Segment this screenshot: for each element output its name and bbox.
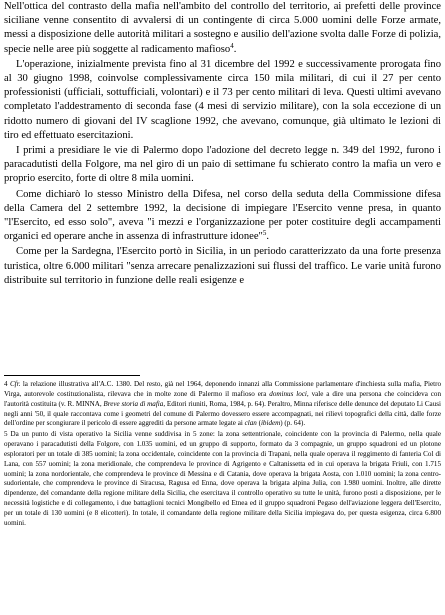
paragraph-4 — [4, 188, 441, 245]
paragraph-3: I primi a presidiare le vie di Palermo dopo l'adozione del decreto legge n. 349 del 1992, furono i paracadutisti della Folgore, ma nel giro di un paio di settimane fu schierato contro la mafia un vero e proprio esercito, forte di oltre 8 mila uomini. — [4, 145, 441, 185]
paragraph-1-text: Nell'ottica del contrasto della mafia nell'ambito del controllo del territorio, ai prefetti delle province siciliane venne consentito di avvalersi di un contingente di circa 5.000 uomini delle Forze armate, messi a disposizione delle autorità militari a sostegno e ausilio dell'azione svolta dalle Forze di polizia, specie nelle aree più soggette al radicamento mafioso — [4, 1, 441, 55]
footnote-4-cfr: Cfr. — [9, 380, 21, 388]
footnote-ref-5: 5 — [262, 229, 267, 238]
footnotes — [4, 380, 441, 529]
paragraph-2: L'operazione, inizialmente prevista fino al 31 dicembre del 1992 e successivamente prorogata fino al 30 giugno 1998, coinvolse complessivamente circa 150 mila militari, di cui il 27 per cento professionisti (ufficiali, sottufficiali, volontari) e il 73 per cento militari di leva. Questi ultimi avevano completato l'addestramento di seconda fase (4 mesi di servizio militare), con la sola eccezione di un ridotto numero di giovani del IV scaglione 1992, che avevano, comunque, già ultimato le lezioni di tiro ed effettuato esercitazioni. — [4, 58, 441, 141]
footnote-4-text-e: ) (p. 64). — [280, 419, 306, 428]
footnote-5-text: Da un punto di vista operativo la Sicilia venne suddivisa in 5 zone: la zona settentrionale, coincidente con la provincia di Palermo, nella quale operavano i paracadutisti della Folgore, con 1.035 uomini, ed un gruppo di supporto, formato da 3 compagnie, un gruppo squadroni ed un plotone esploratori per un totale di 385 uomini; la zona occidentale, coincidente con la provincia di Trapani, nella quale operava il reggimento di fanteria Col di Lana, con 557 uomini; la zona meridionale, che comprendeva le province di Agrigento e Caltanissetta ed in cui operava la brigata Friuli, con 1.715 uomini; la zona nordorientale, che comprendeva le province di Messina e di Catania, dove operava la brigata Aosta, con 1.010 uomini; la zona centro-sudorientale, che comprendeva le province di Siracusa, Ragusa ed Enna, dove operava la brigata alpina Julia, con 1.980 uomini. Inoltre, alle dirette dipendenze, del comandante della regione militare della Sicilia, che esercitava il controllo operativo su tutte le unità, furono posti a disposizione, per le necessità logistiche e di collegamento, i due battaglioni tecnici Mongibello ed Etnea ed il gruppo squadroni Pegaso dell'aviazione leggera dell'Esercito, per un totale di 130 uomini (e 8 elicotteri). In totale, il comandante della regione militare della Sicilia impiegava do, per questa esigenza, circa 6.800 uomini. — [4, 430, 441, 527]
footnote-4-clan: clan — [244, 419, 257, 428]
footnote-5-number: 5 — [4, 430, 8, 439]
footnote-ref-4: 4 — [230, 41, 234, 50]
footnote-4-text-c: , Editori riuniti, Roma, 1984, p. 64). Peraltro, Minna riferisce delle denunce del deputato Li Causi negli anni '50, il quale raccontava come i geometri del comune di Palermo dovessero essere accompagnati, nei rilievi topografici della città, dalle forze dell'ordine per scongiurare il pericolo di essere aggrediti da persone armate legate ai — [4, 399, 441, 428]
paragraph-5: Come per la Sardegna, l'Esercito portò in Sicilia, in un periodo caratterizzato da una forte presenza turistica, oltre 6.000 militari "senza arrecare penalizzazioni sui flussi del traffico. Le varie unità furono distribuite sul territorio in funzione delle reali esigenze e — [4, 246, 441, 286]
paragraph-4-text: Come dichiarò lo stesso Ministro della Difesa, nel corso della seduta della Commissione difesa della Camera del 2 settembre 1992, la decisione di impiegare l'Esercito venne presa, in quanto "l'Esercito, ed esso solo", aveva "i mezzi e l'organizzazione per poter costituire degli accampamenti organici ed operare anche in assenza di infrastrutture idonee" — [4, 188, 441, 243]
footnote-4 — [4, 380, 441, 429]
paragraph-4-end: . — [266, 231, 270, 243]
footnote-4-book-title: Breve storia di mafia — [103, 399, 164, 408]
footnote-4-ibidem: ibidem — [260, 419, 281, 428]
paragraph-1 — [4, 0, 441, 57]
footnote-4-number: 4 — [4, 380, 8, 388]
paragraph-1-end: . — [233, 43, 237, 55]
main-text — [4, 0, 441, 289]
footnote-4-text-d: ( — [256, 419, 261, 428]
footnote-4-dominus: dominus loci — [269, 389, 307, 398]
footnote-4-text-b: , vale a dire una persona che coincideva con l'autorità costituita (v. R. MINNA, — [4, 389, 441, 408]
footnote-5 — [4, 430, 441, 528]
footnote-4-text-a: la relazione illustrativa all'A.C. 1380. Del resto, già nel 1964, deponendo innanzi alla Commissione parlamentare d'inchiesta sulla mafia, Pietro Virga, autorevole costituzionalista, rilevava che in molte zone di Palermo il mafioso era — [4, 380, 441, 398]
footnote-separator — [4, 375, 140, 376]
